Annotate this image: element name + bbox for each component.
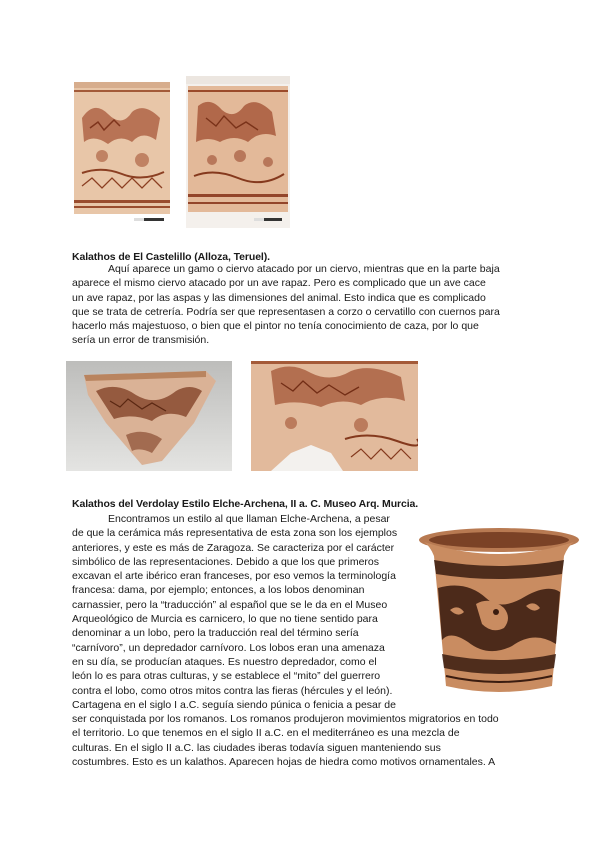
paragraph-line: hacerlo más majestuoso, o bien que el pintor no tenía conocimiento de caza, por lo que xyxy=(72,320,479,333)
paragraph-line: que se trata de cetrería. Podría ser que representasen a corzo o cervatillo con cuernos para xyxy=(72,305,500,318)
paragraph-line: contra el lobo, como otros mitos contra las fieras (hércules y el león). xyxy=(72,684,393,697)
paragraph-line: francesa: dama, por ejemplo; entonces, a los lobos denominan xyxy=(72,584,365,597)
kalathos-fragment-photo-left xyxy=(66,361,232,471)
paragraph-line: anteriores, y este es más de Zaragoza. Se caracteriza por el carácter xyxy=(72,541,395,554)
paragraph-line: costumbres. Esto es un kalathos. Aparecen hojas de hiedra como motivos ornamentales. A xyxy=(72,756,496,769)
paragraph-line: en su día, se producían ataques. Es nuestro depredador, como el xyxy=(72,655,377,668)
paragraph-line: excavan el arte ibérico eran franceses, por eso vemos la terminología xyxy=(72,570,396,583)
section-paragraph-castelillo xyxy=(72,262,532,348)
paragraph-line: Cartagena en el siglo I a.C. seguía siendo púnica o fenicia a pesar de xyxy=(72,698,396,711)
paragraph-line: el territorio. Lo que tenemos en el siglo II a.C. en el mediterráneo es una mezcla de xyxy=(72,727,460,740)
paragraph-line: Aquí aparece un gamo o ciervo atacado por un ciervo, mientras que en la parte baja xyxy=(108,263,500,275)
paragraph-line: aparece el mismo ciervo atacado por un ave rapaz. Pero es complicado que un ave cace xyxy=(72,277,486,290)
paragraph-line: Encontramos un estilo al que llaman Elche-Archena, a pesar xyxy=(108,513,390,525)
paragraph-line: carnassier, pero la “traducción” al español que se le da en el Museo xyxy=(72,598,388,611)
paragraph-line: “carnívoro”, un depredador carnívoro. Los lobos eran una amenaza xyxy=(72,641,385,654)
kalathos-castelillo-photo-right xyxy=(186,76,290,228)
paragraph-line: denominar a un lobo, pero la traducción real del término sería xyxy=(72,627,359,640)
kalathos-fragment-photo-right xyxy=(251,361,418,471)
paragraph-line: ser conquistada por los romanos. Los romanos produjeron movimientos migratorios en todo xyxy=(72,713,499,726)
paragraph-line: culturas. En el siglo II a.C. las ciudades iberas todavía siguen manteniendo sus xyxy=(72,741,441,754)
section-paragraph-verdolay xyxy=(72,512,532,769)
paragraph-line: un ave rapaz, por las aspas y las dimensiones del animal. Esto indica que es complicado xyxy=(72,291,486,304)
section-heading-castelillo: Kalathos de El Castelillo (Alloza, Teruel). xyxy=(72,251,270,263)
paragraph-line: león lo es para otras culturas, y se establece el “mito” del guerrero xyxy=(72,670,381,683)
paragraph-line: simbólico de las representaciones. Debido a que los que primeros xyxy=(72,555,380,568)
section-heading-verdolay: Kalathos del Verdolay Estilo Elche-Archena, II a. C. Museo Arq. Murcia. xyxy=(72,498,419,510)
paragraph-line: de que la cerámica más representativa de esta zona son los ejemplos xyxy=(72,527,398,540)
paragraph-line: Arqueológico de Murcia es carnicero, lo que no tiene sentido para xyxy=(72,613,378,626)
paragraph-line: sería un error de transmisión. xyxy=(72,334,210,347)
kalathos-castelillo-photo-left xyxy=(72,78,172,228)
